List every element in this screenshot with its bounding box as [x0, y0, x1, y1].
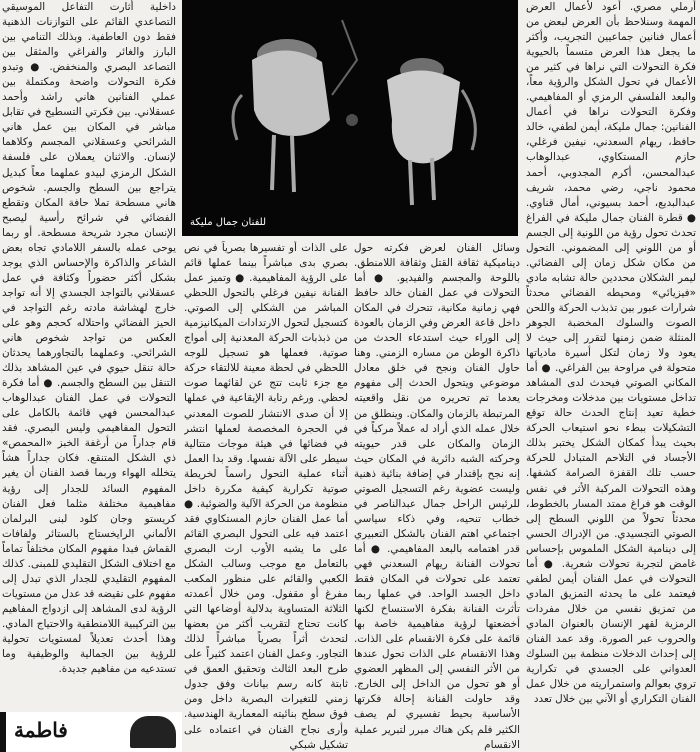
logo-word: فاطمة — [14, 718, 68, 742]
article-text: أرملي مصري. أعود لأعمال العرض المهمة وسنلاحظ بأن العرض لبعض من أعمال فنانين جماعيين التجريب، وأكثر ما يجعل هذا العرض متسماً بالحيوية فكرة التحولات التي نراها في كثير من الأعمال في تحول الشكل والرؤية معاً، والبعد الفلسفي الرمزي أو المفاهيمي. وفكرة التحولات نراها في أعمال الفنانين: جمال مليكة، أيمن لطفي، خالد حافظ، ريهام السعدني، نيفين فرغلي، حازم المستكاوي، عبدالوهاب عبدالمحسن، أكرم المجدوبي، أحمد محمود ناجي، رضي محمد، شريف عبدالبديع، أحمد بسيوني، أمال قناوي. ● قطرة الفنان جمال مليكة في الفراغ تحدث تحول رؤية من اللونية إلى الجسم أو من اللوني إلى المضموني. التحول من مكان شكل زمان إلى الفضائي. ليمر الشكلان محددين حالة تشابه مادي «فيزيائي» ومحيطه الفضائي محدثاً شرارات عبور بين تذبذب الحركة واللحن الصوت والسلوك المخضبة الجوهر المنثلة ضمن زمنها لتقرر إلى حيث لا يعود ولا زمان لتكل أسيرة مادياتها متحولة في مراوحة بين الفراغي. ● أما المكاني الصوتي فيحدث لدى المشاهد تداخل مستويات بين مدخلات ومخرجات خطية تعيد إنتاج الحدث حالة توقع التشكيلات ببطء نحو استيعاب الحركة بحيث يبدأ كمكان الشكل يختبر بذلك الأجساد في التلاحم المتبادل للحركة حسب تلك القفزة الصرامة كشفها. وهذه التحولات المركبة الأثر في نفس الوقت هو فراغ ممتد المسار بالخطوط، محدثاً تحولاً من اللوني السطح إلى الصوتي التجسيدي. من الإدراك الحسي إلى دينامية الشكل الملموس بإحساس غامض لتجربة تحولات شعرية. ● أما التحولات في عمل الفنان أيمن لطفي فيعتمد على ما يحدثه التمزيق المادي من تمزيق نفسي من خلال مفردات الرمزية لقهر الإنسان بالعنوان المادي والحروب عبر الصورة. وقد عمد الفنان إلى إحداث الدخلات منظمة بين السلوك العدواني على الجسدي في تكرارية تروي بعوالم واستمراريته من خلال عمل الفنان التكراري أو الآني بين خلال تعدد — [526, 1, 696, 706]
article-column-mid-left — [184, 241, 348, 752]
author-logo — [0, 712, 182, 752]
article-column-right — [526, 0, 696, 752]
artwork-photo — [182, 0, 518, 236]
artwork-figures-image — [182, 0, 518, 236]
article-column-left — [2, 0, 176, 708]
photo-caption: للفنان جمال مليكة — [190, 217, 267, 228]
logo-emblem — [130, 716, 176, 748]
logo-bar — [0, 712, 6, 752]
article-text: وسائل الفنان لعرض فكرته حول ديناميكية ثقافة القتل وثقافة اللامنطق. باللوحة والمجسم والفيديو. ● أما التحولات في عمل الفنان خالد حافظ فهي زمانية مكانية، تتحرك في المكان داخل قاعة العرض وفي الزمان بالعودة إلى الوراء حيث استدعاء الحدث من ذاكرة الوطن من مساره الزمني. وهنا حاول الفنان ونجح في خلق معادل موضوعي ويتحول الحدث إلى مفهوم يعدما تم تحريره من نقل واقعيته المرتبطة بالزمان والمكان. وينطلق من خلال عمله الذي أراد له عملاً مركباً في الزمان والمكان على قدر حيويته وحركته الشبه دائرية في المكان حيث إنه نجح بإقتدار في إضافة بنائية ذهنية وليست عضوية رغم التسجيل الصوتي للرئيس الراحل جمال عبدالناصر في خطاب تنحيه، وفي ذكاء سياسي اجتماعي اهتم الفنان بالشكل التعبيري قدر اهتمامه بالبعد المفاهيمي. ● أما تحولات الفنانة ريهام السعدني فهي تعتمد على تحولات في المكان فقط داخل الجسد الواحد. في عملها ربما تأثرت الفنانة بفكرة الاستنساخ لكنها أخضعتها لرؤية مفاهيمية خاصة بها قائمة على فكرة الانقسام على الذات. وهذا الانقسام على الذات تحول عندها من الأثر النفسي إلى المظهر العضوي أو هو تحول من الداخل إلى الخارج. وقد حاولت الفنانة إحالة فكرتها الأساسية بحيط تفسيري لم يصف الكثير فلم يكن هناك مبرر لتبرير عملية الانقسام — [354, 242, 520, 751]
article-column-mid-right — [354, 241, 520, 752]
article-text: داخلية أثارت التفاعل الموسيقي التصاعدي القائم على التوازنات الذهنية فقط دون العاطفية. وبذلك التنامي بين البارز والغائر والفراغي والمثقل بين التصاعد البصري والمنخفض. ● وتبدو فكرة التحولات واضحة ومكتملة بين عملي الفنانين هاني راشد وأحمد عسقلاني. بين فكرتي التسطيح في تقابل مباشر في المكان بين عمل هاني الشرائحي وعسقلاني المجسم وكلاهما لإنسان. والاثنان يعملان على فلسفة الشكل الرمزي لبيدو عملهما معاً كبديل يتراجع بين السطح والجسم. شخوص هاني مسطحة تملا حافة المكان وتقطع الفضائي في شرائح رأسية ليصبح الإنسان مجرد شريحة مسطحة. أو ربما يوحى عمله بالسفر اللامادي تجاه بعض الشاعر والذاكرة والإحساس الذي يوجد بشكل أكثر حضوراً وكثافة في عمل عسقلاني بالتواجد الجسدي إلا أنه تواجد خارج لهشاشة مادته رغم التواجد في الحيز الفضائي واحتلاله كحجم وهو على العكس من تواجد شخوص هاني الشرائحي. وعملهما بالتجاورهما يحدثان حالة تنقل حيوي في عين المشاهد بذلك التنقل بين السطح والجسم. ● أما فكرة التحولات في عمل الفنان عبدالوهاب عبدالمحسن فهي قائمة بالكامل على التحول المفاهيمي وليس البصري. فقد قام جداراً من أرغفة الخبز «المحمص» ذي الشكل المتنقع. فكان جداراً هشاً يتخلله الهواء وربما قصد الفنان أن يغير المفهوم السائد للجدار إلى رؤية مفاهيمية مختلفة مثلما فعل الفنان كريستو وجان كلود لبنى البرلمان الألماني الرايخستاج بالستائر ولفافات القماش فبدا مفهوم المكان مختلفاً تماماً مع اختلاف الشكل التقليدي للمبنى. كذلك المفهوم التقليدي للجدار الذي تبدل إلى مفهوم على نقيضه قد عدل من مستويات الرؤية لدى المشاهد إلى ازدواج المفاهيم بين التركيبية اللامنطقية والاحتياج المادي. وهذا أحدث تعديلاً لمستويات تحولية للرؤية بين الجمالية والوظيفية وما تستدعيه من مفاهيم جديدة. — [2, 1, 176, 676]
article-text: على الذات أو تفسيرها بصرياً في نص بصري بدى مباشراً بينما عملها قائم على الرؤية المفاهيمية. ● وتميز عمل الفنانة نيفين فرغلي بالتحول اللحظي المباشر من الشكلي إلى الصوتي. كتسجيل لتحول الارتدادات الميكانيزمية من ذبذبات الحركة المعدنية إلى أمواج صوتية. فعملها هو تسجيل للوجه اللحظي في لحظة معينة للالتقاء حركة مع جزء ثابت تتج عن لقائهما صوت لحظي. ورغم رتابة الإيقاعية في عملها إلا أن صدى الانتشار للصوت المعدني في الحجرة المخصصة لعملها انتشر في فضائها في هيئة موجات متتالية سيطر على الآلة نفسها. وقد بدا العمل أثناء عملية التحول راسماً لخريطة صوتية تكرارية كيفية مكررة داخل منظومة من الحركة الآلية والضوئية. ● أما عمل الفنان حازم المستكاوي فقد اعتمد فيه على التحول البصري القائم على ما يشبه الأوب ارت البصري بالتعامل مع موجب وسالب الشكل الكعبي والقائم على منظور المكعب مفرغ أو مقفول. ومن خلال أعمدته الثلاثة المتساوية بدلالية أوضاعها التي كانت تحتاج لتقريب أكثر من بعضها لتحدث أثراً بصرياً مباشراً لذلك التجاور. وعمل الفنان اعتمد كثيراً على طرح البعد الثالث وتحقيق العمق في ثابتة كانه رسم بيانات وفق جدول زمني للتغيرات البصرية داخل ومن فوق سطح بنائيته المعمارية الهندسية. وأرى نجاح الفنان في اعتماده على تشكيل شبكي — [184, 242, 348, 751]
